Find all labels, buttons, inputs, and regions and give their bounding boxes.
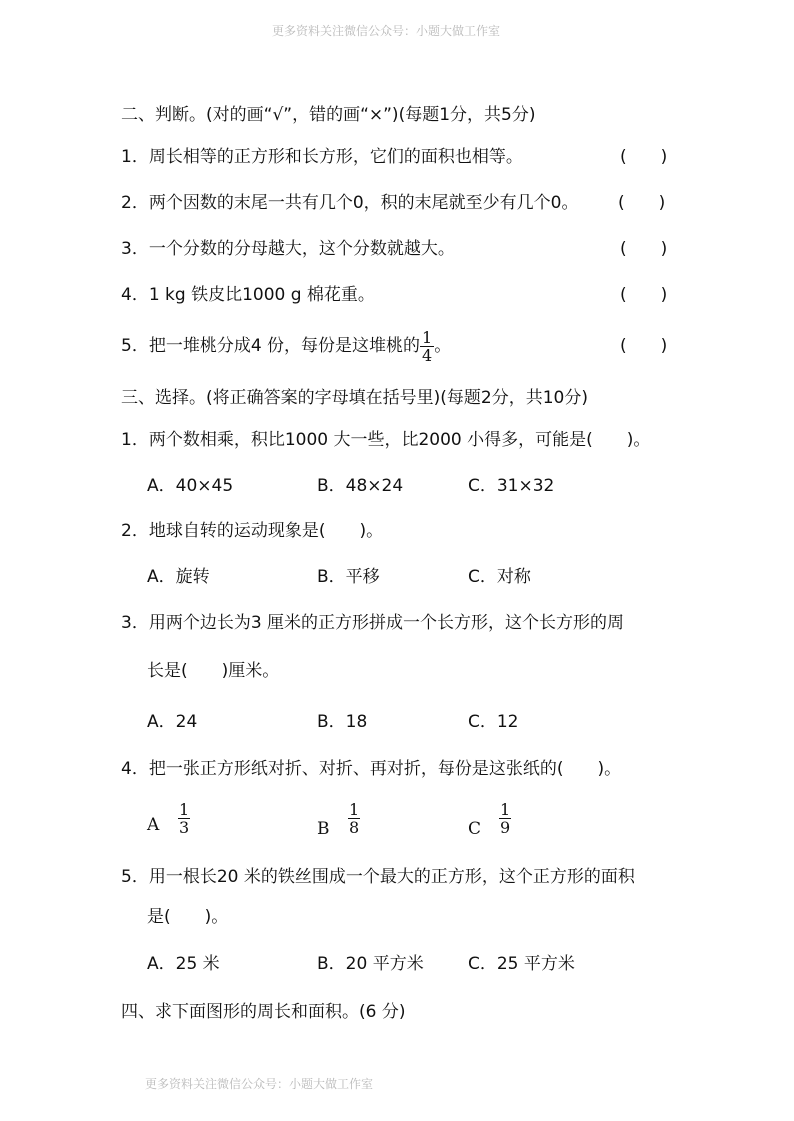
answer-paren-1[interactable]: ( ) <box>620 147 668 167</box>
q4-a-denominator: 3 <box>179 818 190 837</box>
q3-option-b[interactable]: B．18 <box>317 712 368 732</box>
q4-c-numerator: 1 <box>500 800 511 819</box>
q4-b-letter-clipped: B <box>317 819 330 839</box>
choice-q2: 2．地球自转的运动现象是( )。 <box>121 521 384 541</box>
q1-option-c[interactable]: C．31×32 <box>468 476 555 496</box>
q1-option-b[interactable]: B．48×24 <box>317 476 404 496</box>
watermark-top: 更多资料关注微信公众号：小题大做工作室 <box>272 24 501 38</box>
section-2-title: 二、判断。(对的画“√”，错的画“×”)(每题1分，共5分) <box>121 105 536 125</box>
choice-q1: 1．两个数相乘，积比1000 大一些，比2000 小得多，可能是( )。 <box>121 430 651 450</box>
fraction-one-quarter <box>420 329 434 364</box>
q2-option-c[interactable]: C．对称 <box>468 567 531 587</box>
q4-option-a-fraction <box>178 801 190 836</box>
q3-option-a[interactable]: A．24 <box>147 712 198 732</box>
q4-option-c-fraction <box>499 801 511 836</box>
judge-item-5-tail: 。 <box>434 336 452 356</box>
q2-option-a[interactable]: A．旋转 <box>147 567 210 587</box>
choice-q4: 4．把一张正方形纸对折、对折、再对折，每份是这张纸的( )。 <box>121 759 622 779</box>
q4-b-numerator: 1 <box>349 800 360 819</box>
answer-paren-3[interactable]: ( ) <box>620 239 668 259</box>
q4-b-denominator: 8 <box>349 818 360 837</box>
q5-option-c[interactable]: C．25 平方米 <box>468 954 575 974</box>
q5-option-a[interactable]: A．25 米 <box>147 954 220 974</box>
answer-paren-5[interactable]: ( ) <box>620 336 668 356</box>
section-4-title: 四、求下面图形的周长和面积。(6 分) <box>121 1002 406 1022</box>
judge-item-5 <box>121 326 451 366</box>
section-3-title: 三、选择。(将正确答案的字母填在括号里)(每题2分，共10分) <box>121 388 588 408</box>
judge-item-5-text: 5．把一堆桃分成4 份，每份是这堆桃的 <box>121 336 421 356</box>
fraction-numerator: 1 <box>422 327 433 347</box>
q4-option-c-letter[interactable] <box>468 814 482 839</box>
judge-item-2: 2．两个因数的末尾一共有几个0，积的末尾就至少有几个0。 <box>121 193 579 213</box>
q4-option-b-fraction <box>348 801 360 836</box>
q4-a-numerator: 1 <box>179 800 190 819</box>
q3-option-c[interactable]: C．12 <box>468 712 519 732</box>
judge-item-3: 3．一个分数的分母越大，这个分数就越大。 <box>121 239 455 259</box>
choice-q5-line2: 是( )。 <box>147 907 229 927</box>
q2-option-b[interactable]: B．平移 <box>317 567 380 587</box>
judge-item-1: 1．周长相等的正方形和长方形，它们的面积也相等。 <box>121 147 523 167</box>
choice-q3-line1: 3．用两个边长为3 厘米的正方形拼成一个长方形，这个长方形的周 <box>121 613 625 633</box>
answer-paren-4[interactable]: ( ) <box>620 285 668 305</box>
judge-item-4: 4．1 kg 铁皮比1000 g 棉花重。 <box>121 285 375 305</box>
fraction-denominator: 4 <box>422 345 433 365</box>
q4-option-b-letter[interactable] <box>317 814 330 839</box>
choice-q3-line2: 长是( )厘米。 <box>147 661 280 681</box>
watermark-bottom: 更多资料关注微信公众号：小题大做工作室 <box>145 1077 374 1091</box>
q4-c-letter-clipped: C <box>468 819 482 839</box>
q1-option-a[interactable]: A．40×45 <box>147 476 234 496</box>
q4-option-a-letter[interactable]: A <box>147 815 160 835</box>
choice-q5-line1: 5．用一根长20 米的铁丝围成一个最大的正方形，这个正方形的面积 <box>121 867 635 887</box>
answer-paren-2[interactable]: ( ) <box>618 193 666 213</box>
q5-option-b[interactable]: B．20 平方米 <box>317 954 424 974</box>
q4-c-denominator: 9 <box>500 818 511 837</box>
